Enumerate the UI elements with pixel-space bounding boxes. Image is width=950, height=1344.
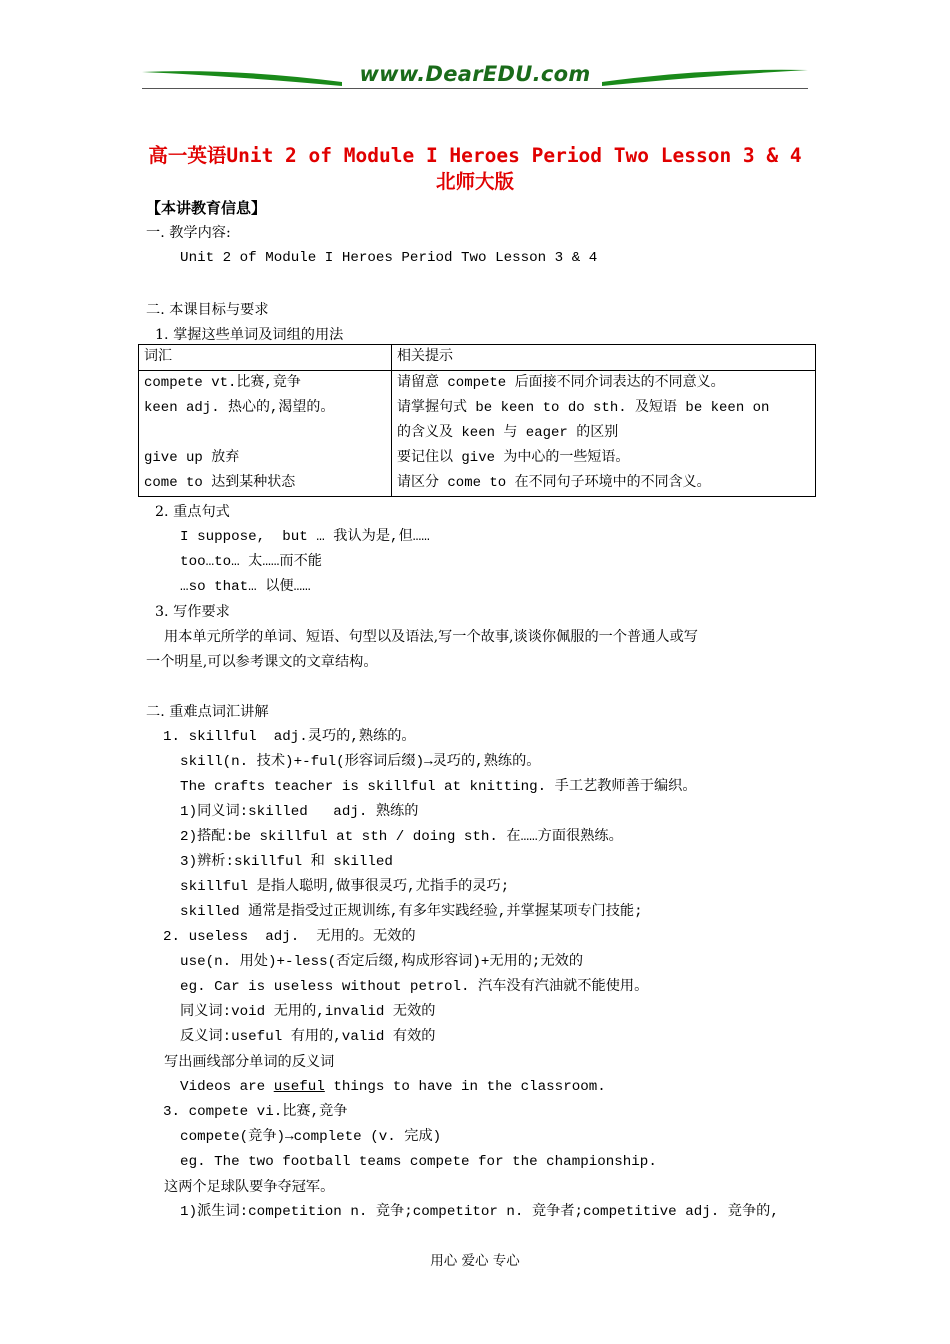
skillful-contrast: 3)辨析:skillful 和 skilled <box>146 854 393 870</box>
item-useless: 2. useless adj. 无用的。无效的 <box>146 929 416 945</box>
writing-req-2: 一个明星,可以参考课文的文章结构。 <box>146 654 378 670</box>
writing-req-1: 用本单元所学的单词、短语、句型以及语法,写一个故事,谈谈你佩服的一个普通人或写 <box>146 629 698 645</box>
site-banner <box>142 62 808 92</box>
table-header-vocab: 词汇 <box>139 345 392 371</box>
pattern-3: …so that… 以便…… <box>146 579 311 595</box>
page-footer: 用心 爱心 专心 <box>430 1253 520 1269</box>
compete-contrast: compete(竞争)→complete (v. 完成) <box>146 1129 442 1145</box>
vocab-table <box>138 344 816 497</box>
compete-example: eg. The two football teams compete for the championship. <box>146 1154 657 1170</box>
doc-title-line1: 高一英语Unit 2 of Module I Heroes Period Two Lesson 3 & 4 <box>148 144 802 167</box>
site-brand: www.DearEDU.com <box>359 62 591 86</box>
useless-derivation: use(n. 用处)+-less(否定后缀,构成形容词)+无用的;无效的 <box>146 954 584 970</box>
heading-goals: 二. 本课目标与要求 <box>146 302 269 318</box>
exercise-sentence: Videos are useful things to have in the classroom. <box>146 1079 606 1095</box>
skillful-example: The crafts teacher is skillful at knitting. 手工艺教师善于编织。 <box>146 779 697 795</box>
item-skillful: 1. skillful adj.灵巧的,熟练的。 <box>146 729 416 745</box>
item-compete: 3. compete vi.比赛,竞争 <box>146 1104 348 1120</box>
useless-antonyms: 反义词:useful 有用的,valid 有效的 <box>146 1029 436 1045</box>
skillful-collocation: 2)搭配:be skillful at sth / doing sth. 在……方面很熟练。 <box>146 829 623 845</box>
pattern-2: too…to… 太……而不能 <box>146 554 322 570</box>
table-header-hints: 相关提示 <box>392 345 816 371</box>
useless-example: eg. Car is useless without petrol. 汽车没有汽油就不能使用。 <box>146 979 649 995</box>
table-vocab-cell: compete vt.比赛,竞争 keen adj. 热心的,渴望的。 give up 放弃 come to 达到某种状态 <box>139 371 392 497</box>
doc-title-line2: 北师大版 <box>435 170 514 193</box>
banner-rule <box>142 88 808 89</box>
skillful-note: skillful 是指人聪明,做事很灵巧,尤指手的灵巧; <box>146 879 510 895</box>
pattern-1: I suppose, but … 我认为是,但…… <box>146 529 430 545</box>
exercise-prompt: 写出画线部分单词的反义词 <box>146 1054 335 1070</box>
heading-vocab-explain: 二. 重难点词汇讲解 <box>146 704 269 720</box>
section-heading: 【本讲教育信息】 <box>146 199 267 217</box>
heading-teaching-content: 一. 教学内容: <box>146 225 231 241</box>
table-hints-cell: 请留意 compete 后面接不同介词表达的不同意义。 请掌握句式 be keen to do sth. 及短语 be keen on 的含义及 keen 与 eager 的区别 要记住以 give 为中心的一些短语。 请区分 come to 在不同句子环境中的不同含义。 <box>392 371 816 497</box>
goal-1: 1. 掌握这些单词及词组的用法 <box>146 327 344 343</box>
goal-3: 3. 写作要求 <box>146 604 230 620</box>
underlined-word: useful <box>273 1079 325 1095</box>
goal-2: 2. 重点句式 <box>146 504 230 520</box>
compete-derivatives: 1)派生词:competition n. 竞争;competitor n. 竞争者;competitive adj. 竞争的, <box>146 1204 779 1220</box>
skillful-derivation: skill(n. 技术)+-ful(形容词后缀)→灵巧的,熟练的。 <box>146 754 541 770</box>
compete-translation: 这两个足球队要争夺冠军。 <box>146 1179 335 1195</box>
teaching-content: Unit 2 of Module I Heroes Period Two Lesson 3 & 4 <box>146 250 598 266</box>
skilled-note: skilled 通常是指受过正规训练,有多年实践经验,并掌握某项专门技能; <box>146 904 643 920</box>
useless-synonyms: 同义词:void 无用的,invalid 无效的 <box>146 1004 436 1020</box>
skillful-synonym: 1)同义词:skilled adj. 熟练的 <box>146 804 419 820</box>
